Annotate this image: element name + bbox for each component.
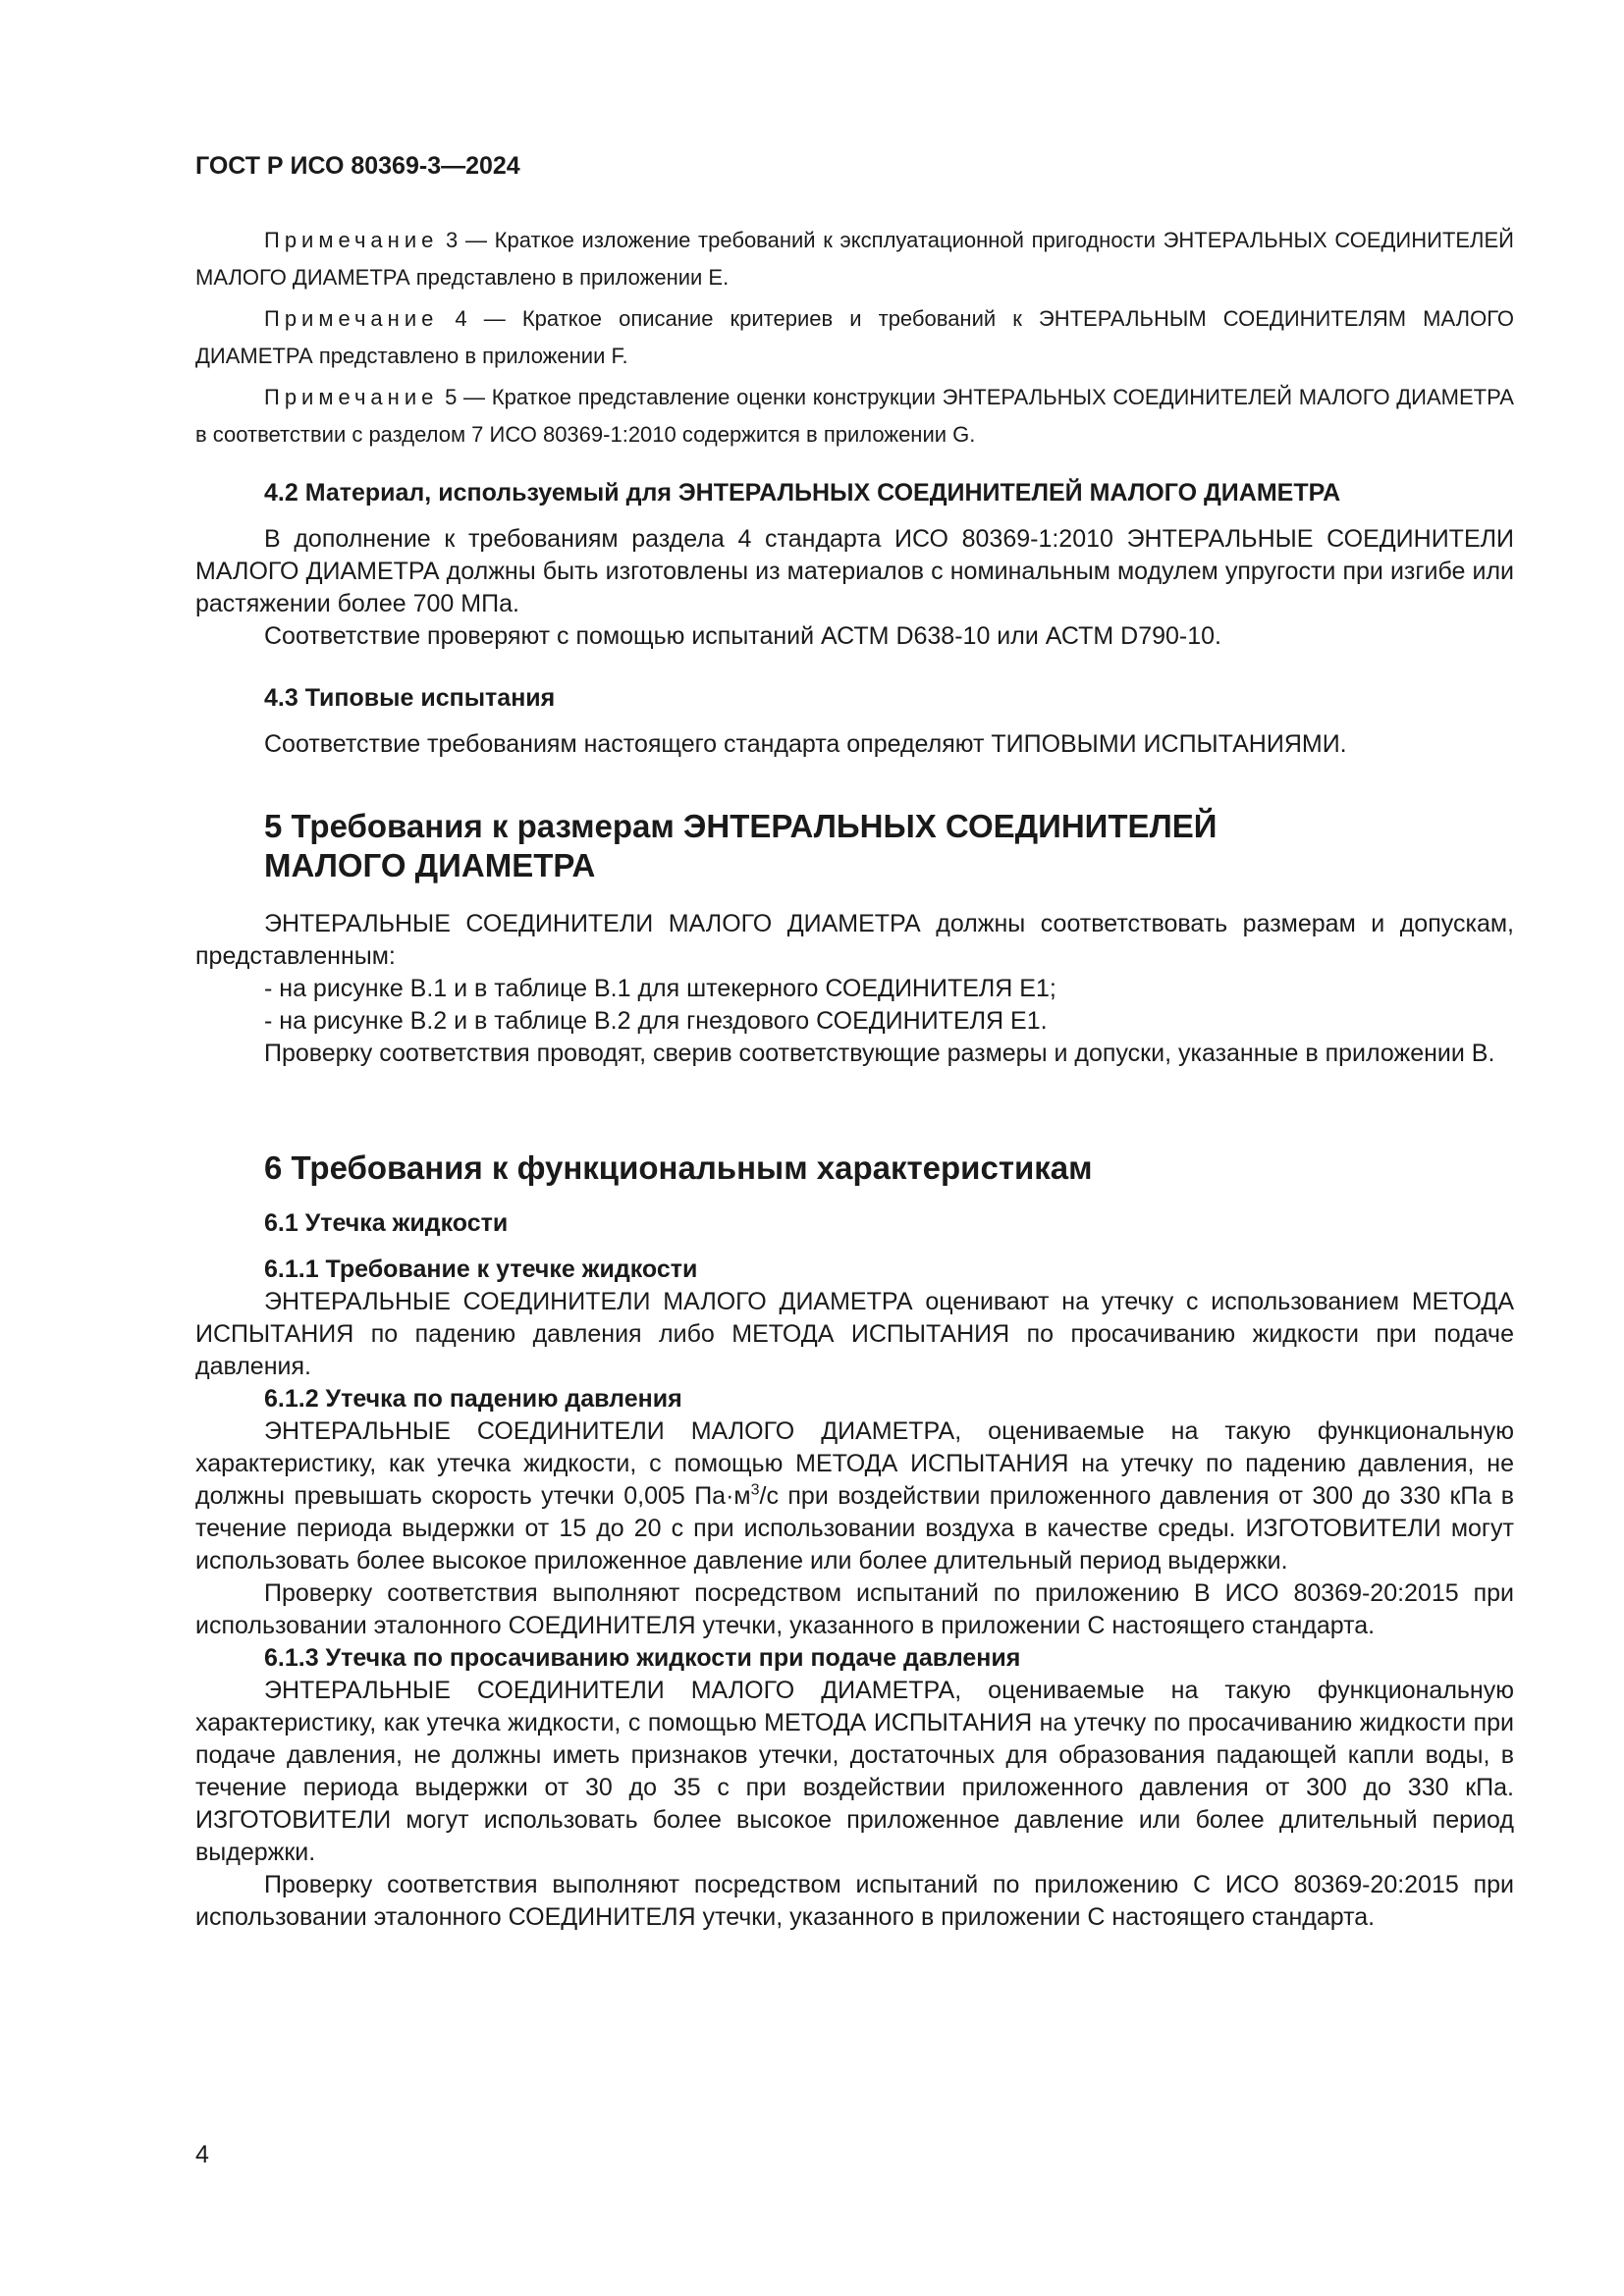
section-6-heading: 6 Требования к функциональным характеристикам <box>264 1149 1093 1186</box>
note-5 <box>195 379 1514 454</box>
section-4-2 <box>195 477 1514 653</box>
section-5-check: Проверку соответствия проводят, сверив соответствующие размеры и допуски, указанные в приложении В. <box>264 1040 1495 1067</box>
section-6-1-2-text-b: /с при воздействии приложенного давления от 300 до 330 кПа в течение периода выдержки от 15 до 20 с при использовании воздуха в качестве среды. ИЗГОТОВИТЕЛИ могут использовать более высокое приложенное давление или более длительный период выдержки. <box>195 1482 1514 1575</box>
note-number: 3 <box>446 228 459 252</box>
section-6-1-2-text-a: ЭНТЕРАЛЬНЫЕ СОЕДИНИТЕЛИ МАЛОГО ДИАМЕТРА, оцениваемые на такую функциональную характеристику, как утечка жидкости, с помощью МЕТОДА ИСПЫТАНИЯ на утечку по падению давления, не должны превышать скорость утечки 0,005 Па·м <box>195 1417 1514 1510</box>
section-6-1-2-check: Проверку соответствия выполняют посредством испытаний по приложению В ИСО 80369-20:2015 при использовании эталонного СОЕДИНИТЕЛЯ утечки, указанного в приложении С настоящего стандарта. <box>195 1579 1514 1639</box>
section-5-body <box>195 908 1514 1070</box>
note-text: — Краткое описание критериев и требований к ЭНТЕРАЛЬНЫМ СОЕДИНИТЕЛЯМ МАЛОГО ДИАМЕТРА представлено в приложении F. <box>195 306 1514 368</box>
superscript: 3 <box>750 1481 760 1499</box>
note-label: Примечание <box>264 228 439 252</box>
section-5-list-item: - на рисунке В.2 и в таблице В.2 для гнездового СОЕДИНИТЕЛЯ Е1. <box>264 1007 1048 1035</box>
note-label: Примечание <box>264 306 439 331</box>
section-6-1-3-check: Проверку соответствия выполняют посредством испытаний по приложению С ИСО 80369-20:2015 при использовании эталонного СОЕДИНИТЕЛЯ утечки, указанного в приложении С настоящего стандарта. <box>195 1871 1514 1931</box>
section-4-2-heading: 4.2 Материал, используемый для ЭНТЕРАЛЬНЫХ СОЕДИНИТЕЛЕЙ МАЛОГО ДИАМЕТРА <box>264 479 1341 507</box>
section-5-heading-line-1: 5 Требования к размерам ЭНТЕРАЛЬНЫХ СОЕДИНИТЕЛЕЙ <box>264 808 1218 844</box>
section-6-1-1-paragraph: ЭНТЕРАЛЬНЫЕ СОЕДИНИТЕЛИ МАЛОГО ДИАМЕТРА оценивают на утечку с использованием МЕТОДА ИСПЫТАНИЯ по падению давления либо МЕТОДА ИСПЫТАНИЯ по просачиванию жидкости при подаче давления. <box>195 1288 1514 1380</box>
document-header: ГОСТ Р ИСО 80369-3—2024 <box>195 152 520 180</box>
section-6-1-3-heading: 6.1.3 Утечка по просачиванию жидкости при подаче давления <box>264 1644 1021 1672</box>
section-4-2-check: Соответствие проверяют с помощью испытаний АСТМ D638-10 или АСТМ D790-10. <box>264 622 1221 650</box>
note-number: 4 <box>455 306 467 331</box>
section-6-1-2-heading: 6.1.2 Утечка по падению давления <box>264 1385 682 1413</box>
section-6-1-2-paragraph <box>195 1415 1514 1577</box>
notes-block <box>195 222 1514 454</box>
section-5-heading <box>264 807 1442 885</box>
note-number: 5 <box>445 385 458 409</box>
section-4-3 <box>195 682 1514 761</box>
note-3 <box>195 222 1514 296</box>
note-text: — Краткое представление оценки конструкции ЭНТЕРАЛЬНЫХ СОЕДИНИТЕЛЕЙ МАЛОГО ДИАМЕТРА в соответствии с разделом 7 ИСО 80369-1:2010 содержится в приложении G. <box>195 385 1514 447</box>
section-6-body <box>195 1207 1514 1934</box>
note-label: Примечание <box>264 385 439 409</box>
section-4-3-heading: 4.3 Типовые испытания <box>264 684 556 712</box>
note-text: — Краткое изложение требований к эксплуатационной пригодности ЭНТЕРАЛЬНЫХ СОЕДИНИТЕЛЕЙ МАЛОГО ДИАМЕТРА представлено в приложении Е. <box>195 228 1514 290</box>
section-5-heading-line-2: МАЛОГО ДИАМЕТРА <box>264 847 596 883</box>
section-6-1-1-heading: 6.1.1 Требование к утечке жидкости <box>264 1255 698 1283</box>
section-5-list-item: - на рисунке В.1 и в таблице В.1 для штекерного СОЕДИНИТЕЛЯ Е1; <box>264 975 1056 1002</box>
section-5-paragraph: ЭНТЕРАЛЬНЫЕ СОЕДИНИТЕЛИ МАЛОГО ДИАМЕТРА должны соответствовать размерам и допускам, представленным: <box>195 910 1514 970</box>
section-4-2-paragraph: В дополнение к требованиям раздела 4 стандарта ИСО 80369-1:2010 ЭНТЕРАЛЬНЫЕ СОЕДИНИТЕЛИ МАЛОГО ДИАМЕТРА должны быть изготовлены из материалов с номинальным модулем упругости при изгибе или растяжении более 700 МПа. <box>195 525 1514 617</box>
section-6-1-heading: 6.1 Утечка жидкости <box>264 1209 509 1237</box>
section-4-3-paragraph: Соответствие требованиям настоящего стандарта определяют ТИПОВЫМИ ИСПЫТАНИЯМИ. <box>264 730 1347 758</box>
note-4 <box>195 300 1514 375</box>
section-6-1-3-paragraph: ЭНТЕРАЛЬНЫЕ СОЕДИНИТЕЛИ МАЛОГО ДИАМЕТРА, оцениваемые на такую функциональную характеристику, как утечка жидкости, с помощью МЕТОДА ИСПЫТАНИЯ на утечку по просачиванию жидкости при подаче давления, не должны иметь признаков утечки, достаточных для образования падающей капли воды, в течение периода выдержки от 30 до 35 с при воздействии приложенного давления от 300 до 330 кПа. ИЗГОТОВИТЕЛИ могут использовать более высокое приложенное давление или более длительный период выдержки. <box>195 1677 1514 1866</box>
page-number: 4 <box>195 2141 209 2168</box>
